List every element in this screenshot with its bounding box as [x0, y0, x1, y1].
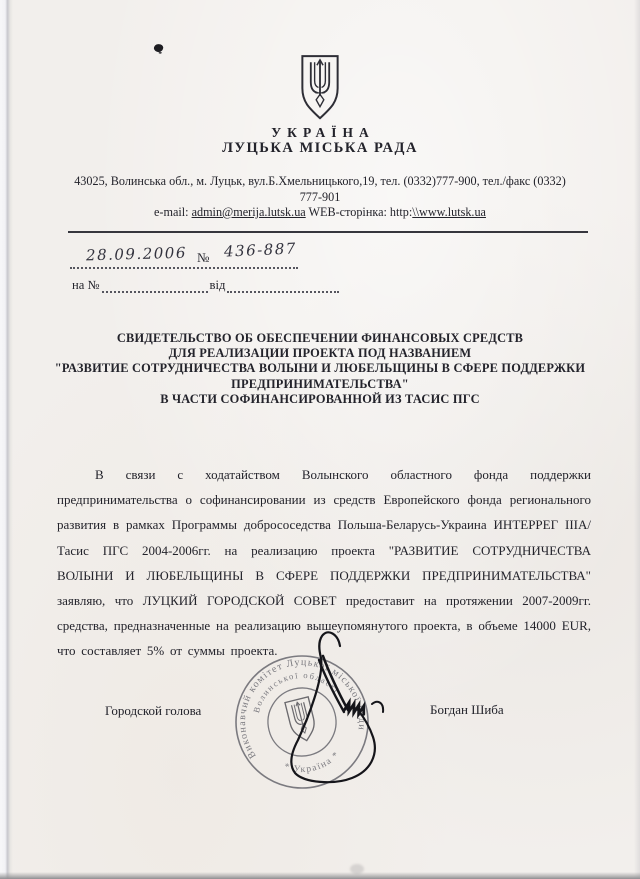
web-scheme: http: — [389, 205, 413, 219]
body-paragraph: В связи с ходатайством Волынского областного фонда поддержки предпринимательства о софинансировании из средств Европейского фонда регионального развития в рамках Программы добрососедства Польша-Беларусь-Украина ИНТЕРРЕГ IIIА/Тасис ПГС 2004-2006гг. на реализацию проекта "РАЗВИТИЕ СОТРУДНИЧЕСТВА ВОЛЫНИ И ЛЮБЕЛЬЩИНЫ В СФЕРЕ ПОДДЕРЖКИ ПРЕДПРИНИМАТЕЛЬСТВА" заявляю, что ЛУЦКИЙ ГОРОДСКОЙ СОВЕТ предоставит на протяжении 2007-2009гг. средства, предназначенные на реализацию вышеупомянутого проекта, в объеме 14000 EUR, что составляет 5% от суммы проекта. — [57, 467, 591, 659]
trident-emblem-icon — [297, 53, 343, 122]
reply-date-dotted-blank — [227, 278, 339, 293]
web-address: \\www.lutsk.ua — [412, 205, 486, 219]
stamp-bottom-text: * Україна * — [282, 749, 343, 776]
title-line-1: СВИДЕТЕЛЬСТВО ОБ ОБЕСПЕЧЕНИИ ФИНАНСОВЫХ СРЕДСТВ — [116, 331, 524, 345]
signer-name: Богдан Шиба — [430, 702, 504, 717]
reply-ref-line — [70, 278, 339, 293]
letterhead-contact-line — [0, 205, 640, 220]
title-line-3: "РАЗВИТИЕ СОТРУДНИЧЕСТВА ВОЛЫНИ И ЛЮБЕЛЬЩИНЫ В СФЕРЕ ПОДДЕРЖКИ — [54, 361, 586, 376]
letterhead-phone-line: 777-901 — [299, 190, 341, 204]
reply-infix: від — [209, 278, 226, 292]
stamp-inner-ring-text: Волинської області — [251, 669, 343, 714]
letterhead-address-line: 43025, Волинська обл., м. Луцьк, вул.Б.Хмельницького,19, тел. (0332)777-900, тел./факс (0332) — [74, 174, 566, 188]
letterhead-country: УКРАЇНА — [271, 125, 375, 140]
reply-prefix: на № — [72, 278, 100, 292]
title-line-5: В ЧАСТИ СОФИНАНСИРОВАННОЙ ИЗ ТАСИС ПГС — [160, 391, 480, 406]
letterhead-org-name: ЛУЦЬКА МІСЬКА РАДА — [222, 140, 418, 156]
doc-number-handwritten: 436-887 — [223, 239, 298, 261]
signer-position-title: Городской голова — [105, 703, 202, 718]
ink-blot — [153, 43, 164, 53]
paper-smudge — [350, 864, 364, 874]
web-label: WEB-сторінка: — [305, 205, 390, 219]
scan-edge-bottom — [0, 872, 640, 879]
email-label: e-mail: — [154, 205, 192, 219]
title-line-2: ДЛЯ РЕАЛИЗАЦИИ ПРОЕКТА ПОД НАЗВАНИЕМ — [168, 346, 472, 361]
doc-date-handwritten: 28.09.2006 — [85, 243, 188, 265]
stamp-ring-text: Виконавчий комітет Луцької міської ради — [236, 657, 368, 761]
number-sign: № — [197, 250, 210, 265]
reply-number-dotted-blank — [102, 278, 208, 293]
signature-scribble — [248, 622, 398, 794]
letterhead-divider-rule — [68, 231, 588, 233]
title-line-4: ПРЕДПРИНИМАТЕЛЬСТВА" — [231, 376, 409, 391]
email-address: admin@merija.lutsk.ua — [191, 205, 306, 219]
document-title — [40, 331, 600, 407]
